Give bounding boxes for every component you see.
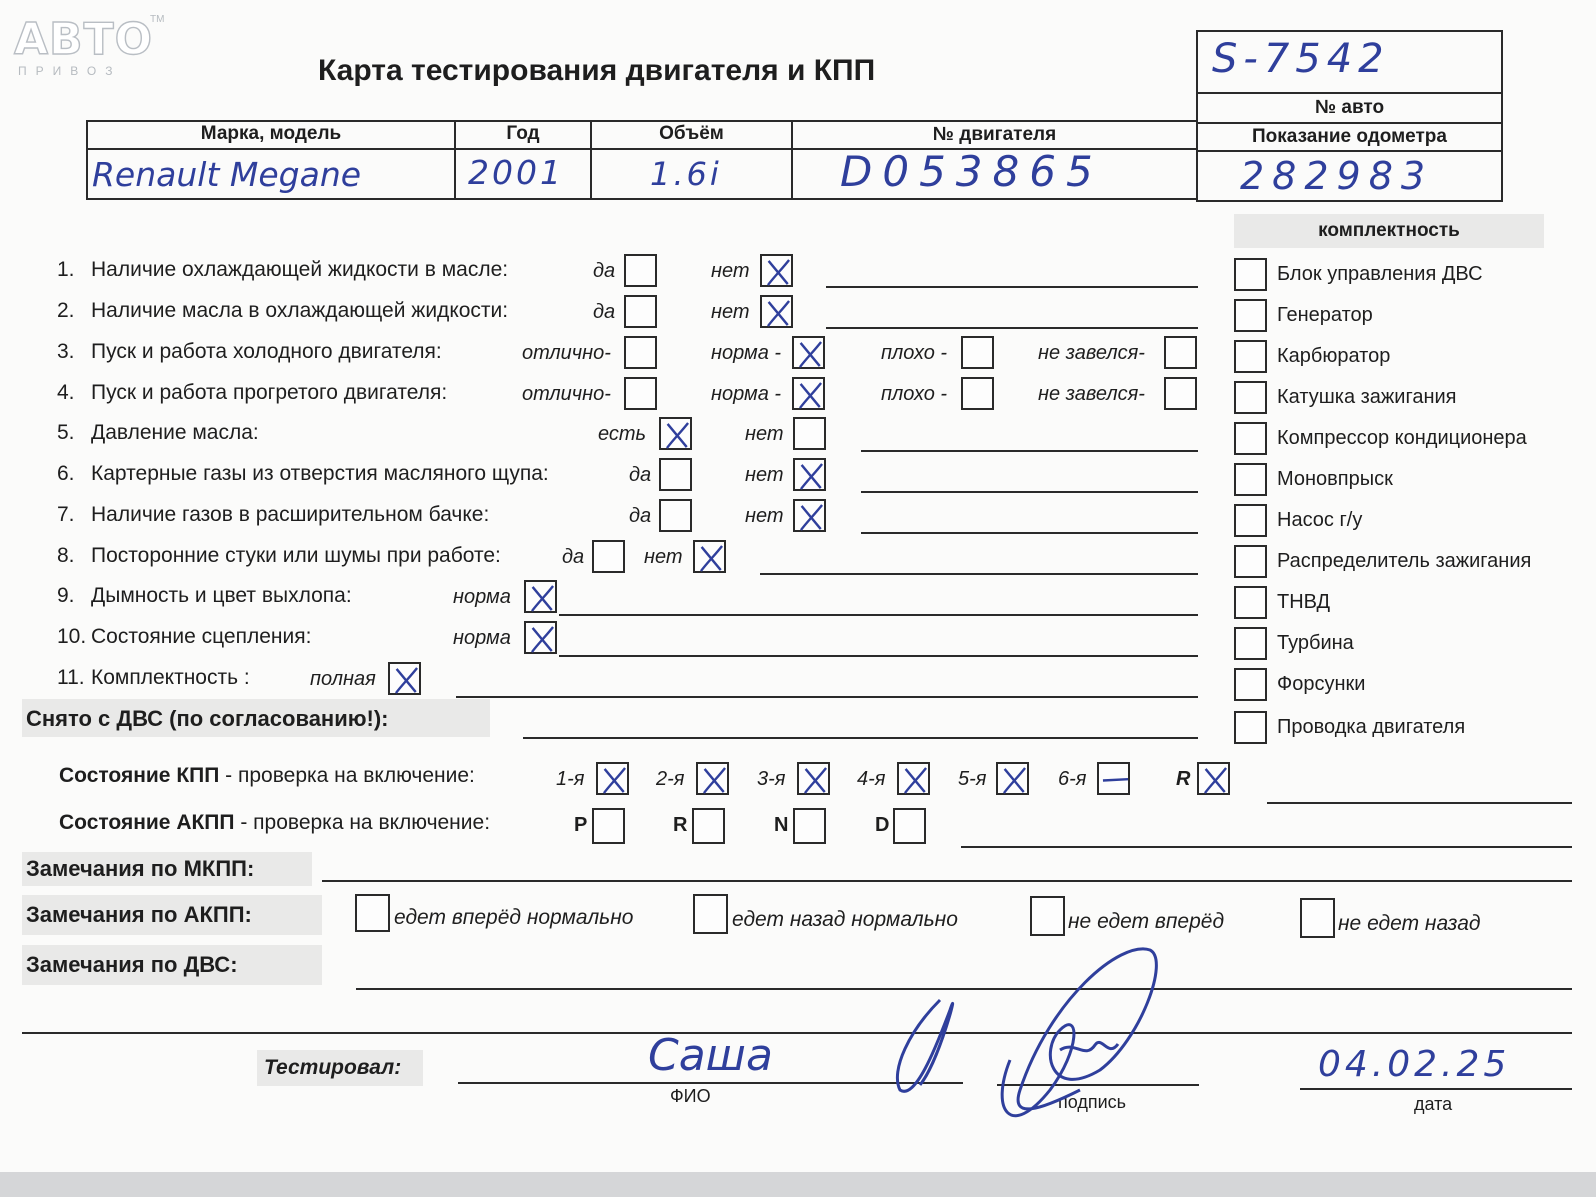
- akpp-mode-label: R: [673, 814, 688, 836]
- odometer-label: Показание одометра: [1252, 126, 1447, 147]
- completeness-item: Компрессор кондиционера: [1277, 427, 1527, 449]
- question-number: 1.: [57, 258, 75, 281]
- question-text: Наличие охлаждающей жидкости в масле:: [91, 258, 509, 281]
- check-mark-icon: [762, 256, 795, 289]
- stock-no-value[interactable]: S-7542: [1212, 36, 1390, 82]
- option-label: нет: [644, 546, 683, 568]
- date-value[interactable]: 04.02.25: [1318, 1044, 1511, 1085]
- akpp-remark-checkbox[interactable]: [1300, 898, 1335, 938]
- comment-line[interactable]: [559, 655, 1198, 657]
- option-checkbox-checked[interactable]: [760, 254, 793, 287]
- gear-label: R: [1176, 768, 1191, 790]
- akpp-remark-option: не едет вперёд: [1068, 910, 1225, 933]
- avtoprivoz-logo: [14, 14, 154, 78]
- engine-label: № двигателя: [932, 124, 1057, 145]
- gear-checkbox-3[interactable]: [797, 762, 830, 795]
- option-label: да: [593, 301, 616, 323]
- akpp-mode-checkbox[interactable]: [893, 808, 926, 844]
- gear-label: 3-я: [757, 768, 786, 790]
- name-caption: ФИО: [670, 1086, 711, 1106]
- completeness-item: Карбюратор: [1277, 345, 1391, 367]
- mkpp-remarks-label: Замечания по МКПП:: [26, 856, 255, 881]
- akpp-mode-checkbox[interactable]: [793, 808, 826, 844]
- question-number: 3.: [57, 340, 75, 363]
- option-checkbox-unchecked[interactable]: [1164, 336, 1197, 369]
- completeness-checkbox[interactable]: [1234, 504, 1267, 537]
- logo-tm: TM: [150, 14, 165, 25]
- completeness-item: Моновпрыск: [1277, 468, 1393, 490]
- question-text: Наличие газов в расширительном бачке:: [91, 503, 490, 526]
- question-number: 6.: [57, 462, 75, 485]
- akpp-mode-checkbox[interactable]: [692, 808, 725, 844]
- check-mark-icon: [526, 582, 559, 615]
- akpp-label: [59, 811, 490, 835]
- question-text: Комплектность :: [91, 666, 250, 689]
- option-checkbox-checked[interactable]: [760, 295, 793, 328]
- option-label: да: [629, 464, 652, 486]
- gear-checkbox-5[interactable]: [996, 762, 1029, 795]
- option-checkbox-unchecked[interactable]: [624, 254, 657, 287]
- completeness-item: Турбина: [1277, 632, 1354, 654]
- completeness-item: Катушка зажигания: [1277, 386, 1457, 408]
- check-mark-icon: [899, 764, 932, 797]
- completeness-item: Форсунки: [1277, 673, 1366, 695]
- option-checkbox-checked[interactable]: [792, 336, 825, 369]
- make-label: Марка, модель: [200, 123, 342, 144]
- check-mark-icon: [698, 764, 731, 797]
- completeness-item: ТНВД: [1277, 591, 1331, 613]
- gear-checkbox-r[interactable]: [1197, 762, 1230, 795]
- akpp-label-bold: Состояние АКПП: [59, 811, 235, 834]
- completeness-checkbox[interactable]: [1234, 545, 1267, 578]
- completeness-checkbox[interactable]: [1234, 299, 1267, 332]
- question-text: Пуск и работа холодного двигателя:: [91, 340, 442, 363]
- option-checkbox-checked[interactable]: [524, 580, 557, 613]
- akpp-remark-checkbox[interactable]: [355, 894, 390, 932]
- gear-label: 5-я: [958, 768, 987, 790]
- tester-name[interactable]: Саша: [648, 1030, 773, 1081]
- option-label: плохо -: [881, 342, 948, 364]
- question-text: Пуск и работа прогретого двигателя:: [91, 381, 448, 404]
- completeness-item: Проводка двигателя: [1277, 716, 1466, 738]
- option-label: полная: [310, 668, 376, 690]
- comment-line[interactable]: [559, 614, 1198, 616]
- question-text: Наличие масла в охлаждающей жидкости:: [91, 299, 509, 322]
- option-label: отлично-: [522, 383, 611, 405]
- check-mark-icon: [1199, 764, 1232, 797]
- question-number: 7.: [57, 503, 75, 526]
- akpp-mode-label: N: [774, 814, 789, 836]
- check-mark-icon: [795, 501, 828, 534]
- option-checkbox-unchecked[interactable]: [793, 417, 826, 450]
- option-label: норма: [453, 586, 511, 608]
- option-label: нет: [711, 301, 750, 323]
- akpp-mode-checkbox[interactable]: [592, 808, 625, 844]
- removed-label: Снято с ДВС (по согласованию!):: [26, 706, 389, 731]
- akpp-mode-label: D: [875, 814, 890, 836]
- option-checkbox-unchecked[interactable]: [624, 295, 657, 328]
- gear-label: 4-я: [857, 768, 886, 790]
- completeness-checkbox[interactable]: [1234, 463, 1267, 496]
- option-checkbox-checked[interactable]: [659, 417, 692, 450]
- option-checkbox-unchecked[interactable]: [961, 336, 994, 369]
- gear-label: 6-я: [1058, 768, 1087, 790]
- year-label: Год: [506, 123, 540, 144]
- completeness-checkbox[interactable]: [1234, 711, 1267, 744]
- tested-label: Тестировал:: [264, 1056, 402, 1079]
- akpp-label-rest: - проверка на включение:: [234, 811, 491, 834]
- volume-label: Объём: [659, 123, 724, 144]
- completeness-checkbox[interactable]: [1234, 340, 1267, 373]
- gear-label: 2-я: [656, 768, 685, 790]
- gear-checkbox-4[interactable]: [897, 762, 930, 795]
- comment-line[interactable]: [826, 327, 1198, 329]
- option-label: не завелся-: [1038, 342, 1145, 364]
- question-number: 9.: [57, 584, 75, 607]
- check-mark-icon: [526, 623, 559, 656]
- completeness-checkbox[interactable]: [1234, 586, 1267, 619]
- kpp-label-bold: Состояние КПП: [59, 764, 220, 787]
- odometer-value[interactable]: 282983: [1240, 154, 1434, 198]
- check-mark-icon: [794, 338, 827, 371]
- check-mark-icon: [799, 764, 832, 797]
- completeness-item: Блок управления ДВС: [1277, 263, 1483, 285]
- option-label: норма: [453, 627, 511, 649]
- comment-line[interactable]: [826, 286, 1198, 288]
- option-label: норма -: [711, 342, 782, 364]
- option-label: норма -: [711, 383, 782, 405]
- logo-text: АВТО: [14, 14, 154, 65]
- option-checkbox-checked[interactable]: [793, 458, 826, 491]
- question-text: Картерные газы из отверстия масляного щупа:: [91, 462, 549, 485]
- completeness-checkbox[interactable]: [1234, 258, 1267, 291]
- question-number: 11.: [57, 666, 85, 689]
- completeness-checkbox[interactable]: [1234, 381, 1267, 414]
- akpp-mode-label: P: [574, 814, 588, 836]
- dvs-remarks-line-2[interactable]: [22, 1032, 1572, 1034]
- completeness-checkbox[interactable]: [1234, 668, 1267, 701]
- check-mark-icon: [695, 542, 728, 575]
- option-label: да: [593, 260, 616, 282]
- option-label: отлично-: [522, 342, 611, 364]
- option-label: нет: [745, 464, 784, 486]
- question-number: 4.: [57, 381, 75, 404]
- option-checkbox-checked[interactable]: [793, 499, 826, 532]
- option-checkbox-checked[interactable]: [693, 540, 726, 573]
- akpp-remark-option: едет вперёд нормально: [394, 906, 634, 929]
- option-label: нет: [745, 423, 784, 445]
- check-mark-icon: [998, 764, 1031, 797]
- question-number: 10.: [57, 625, 87, 648]
- mkpp-remarks-line[interactable]: [322, 880, 1572, 882]
- option-checkbox-unchecked[interactable]: [961, 377, 994, 410]
- scan-edge: [0, 1172, 1596, 1197]
- date-line[interactable]: [1300, 1088, 1572, 1090]
- option-checkbox-checked[interactable]: [524, 621, 557, 654]
- completeness-item: Генератор: [1277, 304, 1373, 326]
- option-label: нет: [711, 260, 750, 282]
- option-label: не завелся-: [1038, 383, 1145, 405]
- completeness-checkbox[interactable]: [1234, 422, 1267, 455]
- question-text: Посторонние стуки или шумы при работе:: [91, 544, 501, 567]
- option-checkbox-unchecked[interactable]: [659, 458, 692, 491]
- year-value[interactable]: 2001: [468, 153, 564, 192]
- check-mark-icon: [661, 419, 694, 452]
- question-text: Состояние сцепления:: [91, 625, 312, 648]
- engine-value[interactable]: D053865: [840, 147, 1103, 196]
- option-checkbox-checked[interactable]: [792, 377, 825, 410]
- completeness-item: Распределитель зажигания: [1277, 550, 1532, 572]
- dash-mark-icon: [1099, 764, 1132, 797]
- akpp-remarks-label: Замечания по АКПП:: [26, 902, 252, 927]
- logo-subtext: ПРИВОЗ: [18, 64, 122, 78]
- check-mark-icon: [762, 297, 795, 330]
- comment-line[interactable]: [861, 491, 1198, 493]
- comment-line[interactable]: [861, 450, 1198, 452]
- akpp-remark-option: едет назад нормально: [732, 908, 958, 931]
- akpp-remark-checkbox[interactable]: [1030, 896, 1065, 936]
- make-value[interactable]: Renault Megane: [92, 155, 362, 194]
- kpp-label-rest: - проверка на включение:: [219, 764, 475, 787]
- question-number: 2.: [57, 299, 75, 322]
- kpp-comment-line[interactable]: [1267, 802, 1572, 804]
- option-checkbox-unchecked[interactable]: [592, 540, 625, 573]
- option-label: да: [562, 546, 585, 568]
- gear-label: 1-я: [556, 768, 585, 790]
- kpp-label: [59, 764, 475, 788]
- signature-drawing: [880, 940, 1200, 1140]
- akpp-remark-checkbox[interactable]: [693, 894, 728, 934]
- question-text: Дымность и цвет выхлопа:: [91, 584, 352, 607]
- option-label: нет: [745, 505, 784, 527]
- removed-line[interactable]: [523, 737, 1198, 739]
- completeness-title: комплектность: [1318, 220, 1460, 241]
- check-mark-icon: [794, 379, 827, 412]
- dvs-remarks-label: Замечания по ДВС:: [26, 952, 238, 977]
- question-number: 8.: [57, 544, 75, 567]
- page-title: Карта тестирования двигателя и КПП: [318, 54, 876, 87]
- option-checkbox-unchecked[interactable]: [659, 499, 692, 532]
- question-number: 5.: [57, 421, 75, 444]
- option-label: да: [629, 505, 652, 527]
- question-text: Давление масла:: [91, 421, 259, 444]
- volume-value[interactable]: 1.6i: [650, 155, 722, 193]
- gear-checkbox-1[interactable]: [596, 762, 629, 795]
- option-label: есть: [598, 423, 647, 445]
- option-checkbox-unchecked[interactable]: [624, 336, 657, 369]
- gear-checkbox-6[interactable]: [1097, 762, 1130, 795]
- signature-caption: подпись: [1058, 1092, 1127, 1112]
- comment-line[interactable]: [861, 532, 1198, 534]
- check-mark-icon: [598, 764, 631, 797]
- option-checkbox-checked[interactable]: [388, 662, 421, 695]
- option-checkbox-unchecked[interactable]: [624, 377, 657, 410]
- date-caption: дата: [1414, 1094, 1453, 1114]
- completeness-item: Насос г/у: [1277, 509, 1363, 531]
- gear-checkbox-2[interactable]: [696, 762, 729, 795]
- car-no-label: № авто: [1314, 97, 1385, 118]
- option-checkbox-unchecked[interactable]: [1164, 377, 1197, 410]
- akpp-comment-line[interactable]: [961, 846, 1572, 848]
- check-mark-icon: [795, 460, 828, 493]
- completeness-checkbox[interactable]: [1234, 627, 1267, 660]
- option-label: плохо -: [881, 383, 948, 405]
- comment-line[interactable]: [456, 696, 1198, 698]
- check-mark-icon: [390, 664, 423, 697]
- comment-line[interactable]: [760, 573, 1198, 575]
- akpp-remark-option: не едет назад: [1338, 912, 1481, 935]
